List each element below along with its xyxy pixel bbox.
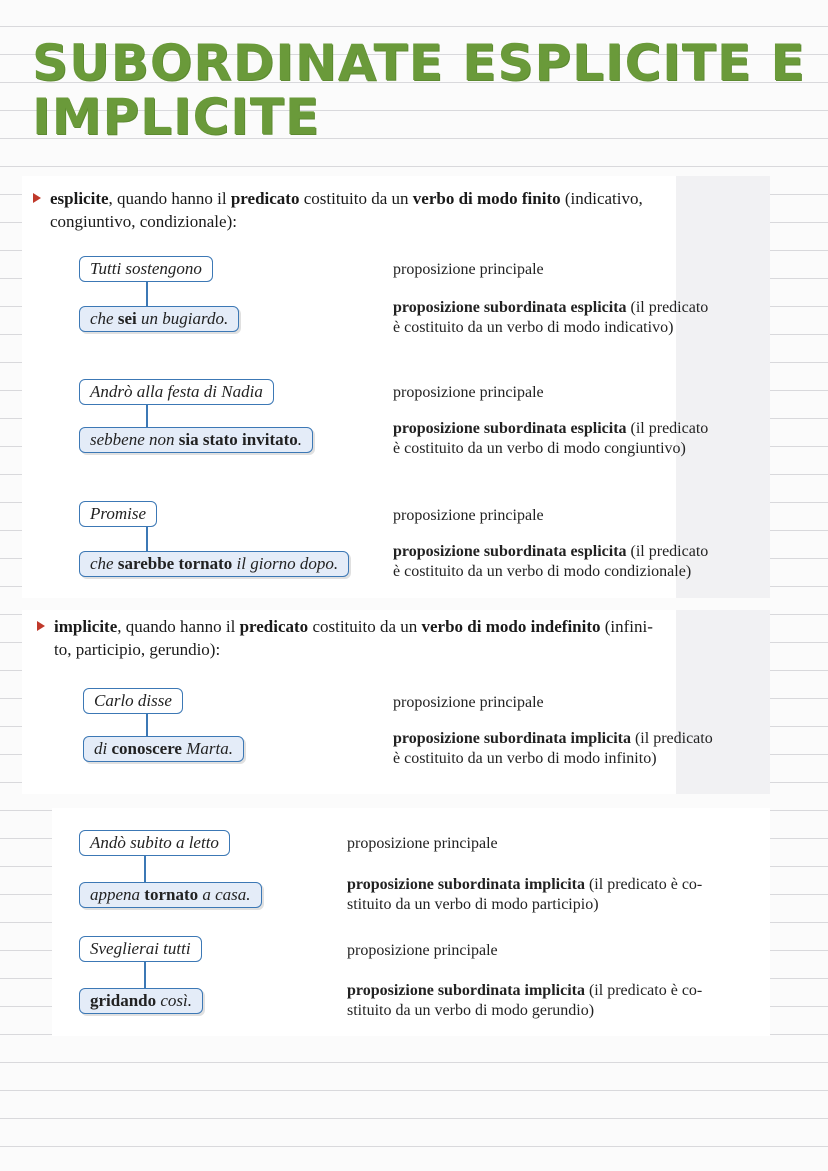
main-clause-box: Carlo disse (83, 688, 183, 714)
subordinate-clause-box: che sei un bugiardo. (79, 306, 239, 332)
label-subordinata: proposizione subordinata implicita (il predicato è co- stituito da un verbo di modo gerundio) (347, 982, 703, 1019)
text: (indicativo, (560, 189, 643, 208)
label-principale: proposizione principale (393, 384, 544, 401)
connector-line (144, 856, 146, 882)
main-clause-box: Tutti sostengono (79, 256, 213, 282)
label-principale: proposizione principale (347, 942, 498, 959)
triangle-bullet-icon (37, 621, 45, 631)
page-title: SUBORDINATE ESPLICITE E IMPLICITE (32, 34, 806, 146)
text-bold: verbo di modo finito (412, 189, 561, 208)
label-subordinata: proposizione subordinata esplicita (il predicato è costituito da un verbo di modo condizionale) (393, 543, 709, 580)
connector-line (146, 714, 148, 736)
text: congiuntivo, condizionale): (50, 212, 237, 231)
text: , quando hanno il (117, 617, 240, 636)
main-clause-box: Andrò alla festa di Nadia (79, 379, 274, 405)
label-principale: proposizione principale (393, 507, 544, 524)
connector-line (146, 527, 148, 551)
label-principale: proposizione principale (347, 835, 498, 852)
connector-line (146, 405, 148, 427)
bullet-esplicite (50, 187, 760, 233)
label-principale: proposizione principale (393, 261, 544, 278)
term-implicite: implicite (54, 617, 118, 636)
bullet-implicite (54, 615, 760, 661)
text: costituito da un (308, 617, 422, 636)
connector-line (144, 962, 146, 988)
triangle-bullet-icon (33, 193, 41, 203)
subordinate-clause-box: sebbene non sia stato invitato. (79, 427, 313, 453)
subordinate-clause-box: che sarebbe tornato il giorno dopo. (79, 551, 349, 577)
main-clause-box: Sveglierai tutti (79, 936, 202, 962)
text-bold: predicato (239, 617, 309, 636)
main-clause-box: Andò subito a letto (79, 830, 230, 856)
subordinate-clause-box: gridando così. (79, 988, 203, 1014)
text: (infini- (600, 617, 653, 636)
connector-line (146, 282, 148, 306)
label-subordinata: proposizione subordinata esplicita (il predicato è costituito da un verbo di modo indicativo) (393, 299, 709, 336)
main-clause-box: Promise (79, 501, 157, 527)
text-bold: predicato (230, 189, 300, 208)
label-principale: proposizione principale (393, 694, 544, 711)
label-subordinata: proposizione subordinata implicita (il predicato è co- stituito da un verbo di modo participio) (347, 876, 703, 913)
esplicite-panel-shade (676, 176, 770, 598)
text: costituito da un (299, 189, 413, 208)
label-subordinata: proposizione subordinata implicita (il predicato è costituito da un verbo di modo infinito) (393, 730, 713, 767)
label-subordinata: proposizione subordinata esplicita (il predicato è costituito da un verbo di modo congiuntivo) (393, 420, 709, 457)
text: , quando hanno il (108, 189, 231, 208)
text-bold: verbo di modo indefinito (421, 617, 601, 636)
subordinate-clause-box: appena tornato a casa. (79, 882, 262, 908)
subordinate-clause-box: di conoscere Marta. (83, 736, 244, 762)
text: to, participio, gerundio): (54, 640, 221, 659)
term-esplicite: esplicite (50, 189, 109, 208)
